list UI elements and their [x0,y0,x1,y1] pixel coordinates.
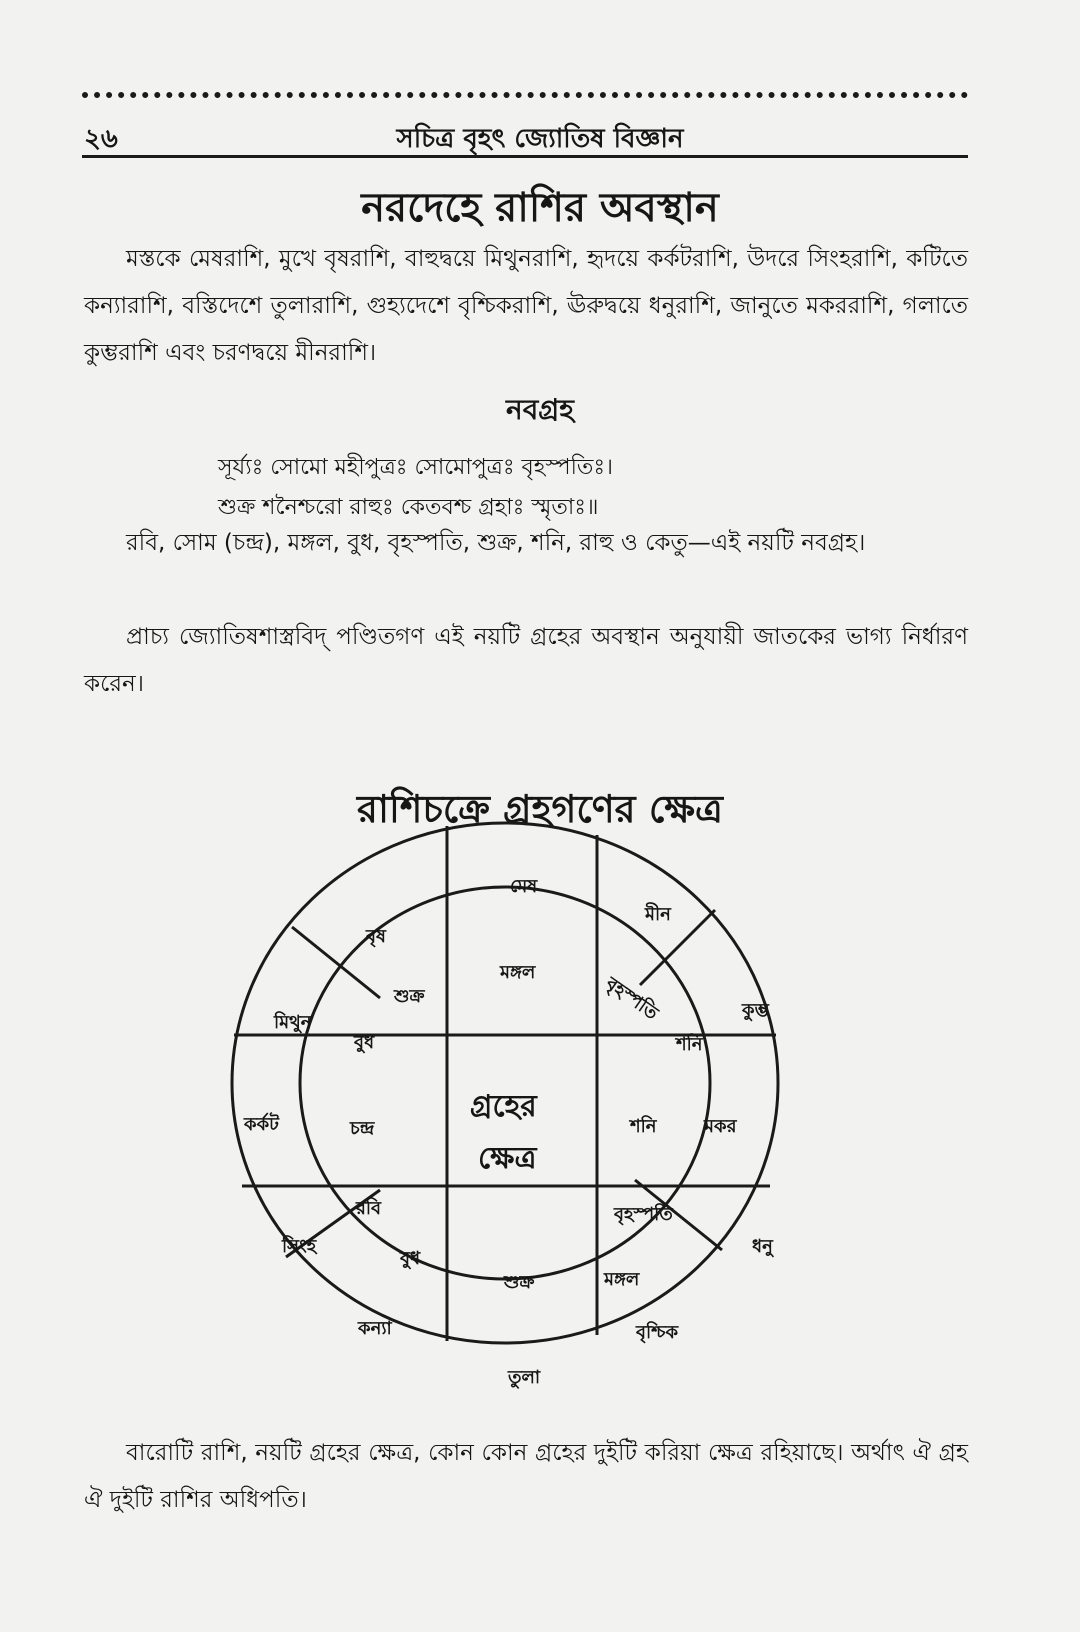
lord-label-meen: বৃহস্পতি [601,973,662,1025]
verse-line-2: শুক্র শনৈশ্চরো রাহুঃ কেতবশ্চ গ্রহাঃ স্মৃতাঃ॥ [218,495,599,520]
diagram-title: রাশিচক্রে গ্রহগণের ক্ষেত্র [357,787,723,831]
sign-label-simha: সিংহ [282,1236,317,1257]
page-number: ২৬ [84,124,118,154]
lord-label-makar: শনি [630,1116,657,1137]
center-label-line2: ক্ষেত্র [478,1141,537,1176]
sign-label-kanya: কন্যা [358,1318,392,1339]
sign-label-mesh: মেষ [510,876,538,897]
verse-line-1: সূর্য্যঃ সোমো মহীপুত্রঃ সোমোপুত্রঃ বৃহস্পতিঃ। [218,455,613,480]
lord-label-tula: শুক্র [504,1272,535,1293]
astrologers-paragraph: প্রাচ্য জ্যোতিষশাস্ত্রবিদ্ পণ্ডিতগণ এই নয়টি গ্রহের অবস্থান অনুযায়ী জাতকের ভাগ্য নির্ধারণ করেন। [84,624,968,697]
sign-label-mithun: মিথুন [274,1012,312,1033]
sign-label-tula: তুলা [508,1367,541,1388]
running-title: সচিত্র বৃহৎ জ্যোতিষ বিজ্ঞান [396,124,684,154]
lord-label-kumbha: শনি [676,1034,703,1055]
sign-label-vrishchik: বৃশ্চিক [636,1322,679,1343]
lord-label-karkat: চন্দ্র [350,1118,375,1139]
sign-label-vrish: বৃষ [366,926,386,947]
body-signs-paragraph: মস্তকে মেষরাশি, মুখে বৃষরাশি, বাহুদ্বয়ে মিথুনরাশি, হৃদয়ে কর্কটরাশি, উদরে সিংহরাশি, কটিতে কন্যারাশি, বস্তিদেশে তুলারাশি, গুহ্যদেশে বৃশ্চিকরাশি, ঊরুদ্বয়ে ধনুরাশি, জানুতে মকররাশি, গলাতে কুম্ভরাশি এবং চরণদ্বয়ে মীনরাশি। [84,246,968,366]
lord-label-mithun: বুধ [354,1032,375,1053]
closing-paragraph: বারোটি রাশি, নয়টি গ্রহের ক্ষেত্র, কোন কোন গ্রহের দুইটি করিয়া ক্ষেত্র রহিয়াছে। অর্থাৎ ঐ গ্রহ ঐ দুইটি রাশির অধিপতি। [84,1440,968,1513]
section-title-body-signs: নরদেহে রাশির অবস্থান [361,185,719,231]
sign-label-karkat: কর্কট [244,1114,279,1135]
section-title-navagraha: নবগ্রহ [506,393,574,426]
sign-label-meen: মীন [645,904,671,925]
sign-label-makar: মকর [704,1116,737,1137]
lord-label-kanya: বুধ [400,1248,421,1269]
navagraha-paragraph: রবি, সোম (চন্দ্র), মঙ্গল, বুধ, বৃহস্পতি, শুক্র, শনি, রাহু ও কেতু—এই নয়টি নবগ্রহ। [126,530,866,556]
lord-label-vrish: শুক্র [394,986,425,1007]
lord-label-simha: রবি [356,1198,382,1219]
sign-label-dhanu: ধনু [752,1236,773,1257]
sign-label-kumbha: কুম্ভ [742,1000,769,1021]
lord-label-dhanu: বৃহস্পতি [614,1204,673,1225]
center-label-line1: গ্রহের [470,1089,537,1124]
lord-label-vrishchik: মঙ্গল [604,1269,640,1290]
lord-label-mesh: মঙ্গল [500,962,536,983]
